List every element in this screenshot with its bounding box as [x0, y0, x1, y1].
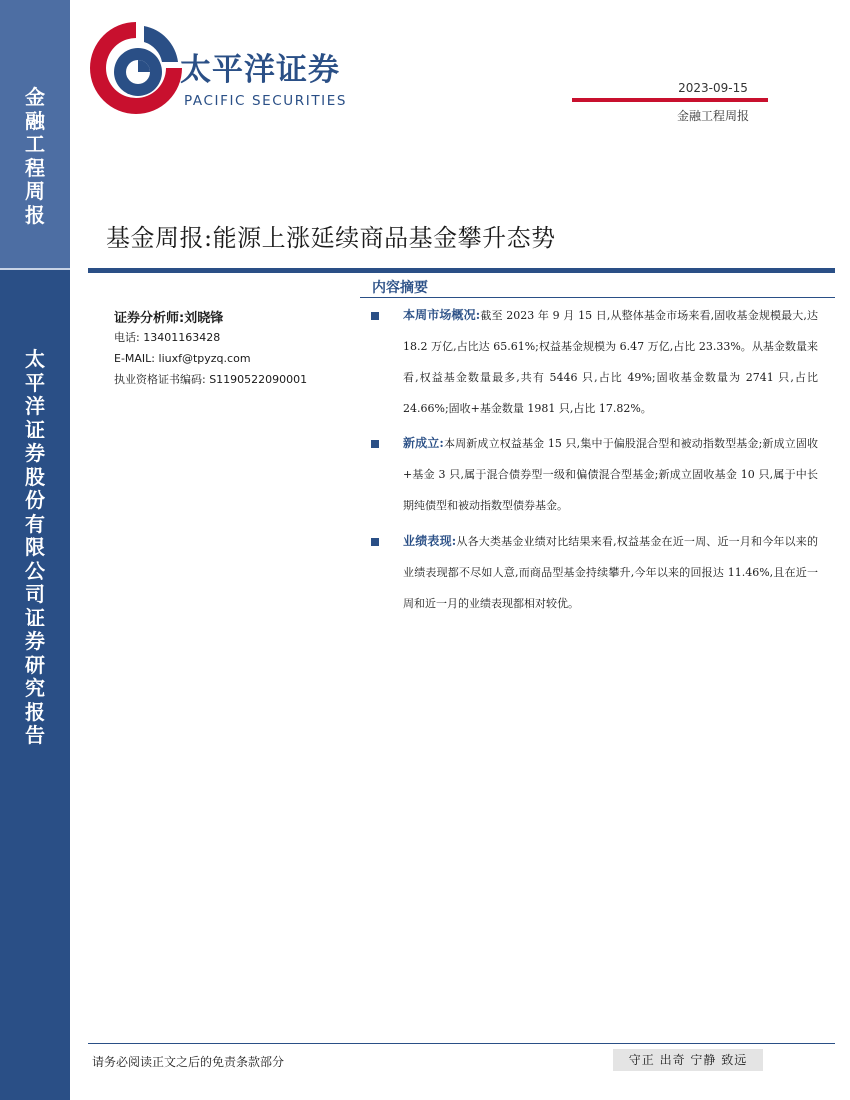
analyst-license: 执业资格证书编码: S1190522090001	[114, 373, 308, 386]
analyst-phone: 电话: 13401163428	[114, 331, 221, 344]
footer-motto: 守正 出奇 宁静 致远	[613, 1049, 763, 1071]
summary-item-text: 本周新成立权益基金 15 只,集中于偏股混合型和被动指数型基金;新成立固收+基金 3 只,属于混合债券型一级和偏债混合型基金;新成立固收基金 10 只,属于中长期纯债型和被动指数型债券基金。	[403, 437, 818, 512]
summary-item-lead: 新成立:	[403, 436, 444, 450]
summary-item-performance	[403, 526, 818, 619]
bullet-square-icon	[371, 538, 379, 546]
sidebar-company-label: 太平洋证券股份有限公司证券研究报告	[25, 347, 45, 747]
sidebar-divider	[0, 268, 70, 270]
report-date: 2023-09-15	[678, 81, 748, 95]
report-type: 金融工程周报	[676, 109, 749, 123]
summary-heading: 内容摘要	[372, 280, 428, 296]
brand-name-en: PACIFIC SECURITIES	[184, 93, 348, 109]
summary-item-text: 从各大类基金业绩对比结果来看,权益基金在近一周、近一月和今年以来的业绩表现都不尽如人意,而商品型基金持续攀升,今年以来的回报达 11.46%,且在近一周和近一月的业绩表现都相对较优。	[403, 535, 818, 610]
analyst-email: E-MAIL: liuxf@tpyzq.com	[114, 352, 251, 365]
sidebar-report-type: 金融工程周报	[25, 85, 45, 227]
summary-item-market-overview	[403, 300, 818, 424]
summary-item-lead: 本周市场概况:	[403, 308, 481, 322]
title-divider	[88, 268, 835, 273]
bullet-square-icon	[371, 440, 379, 448]
page-title: 基金周报:能源上涨延续商品基金攀升态势	[106, 224, 556, 252]
bullet-square-icon	[371, 312, 379, 320]
pacific-securities-logo-icon	[86, 18, 186, 118]
footer-divider	[88, 1043, 835, 1044]
brand-name-cn: 太平洋证券	[180, 52, 340, 88]
summary-item-new-funds	[403, 428, 818, 521]
date-accent-line	[572, 98, 768, 102]
summary-divider	[360, 297, 835, 298]
footer-disclaimer: 请务必阅读正文之后的免责条款部分	[92, 1055, 285, 1069]
analyst-name: 证券分析师:刘晓锋	[114, 311, 224, 326]
summary-item-lead: 业绩表现:	[403, 534, 457, 548]
summary-item-text: 截至 2023 年 9 月 15 日,从整体基金市场来看,固收基金规模最大,达 18.2 万亿,占比达 65.61%;权益基金规模为 6.47 万亿,占比 23.33%。从基金数量来看,权益基金数量最多,共有 5446 只,占比 49%;固收基金数量为 2741 只,占比 24.66%;固收+基金数量 1981 只,占比 17.82%。	[403, 309, 818, 415]
